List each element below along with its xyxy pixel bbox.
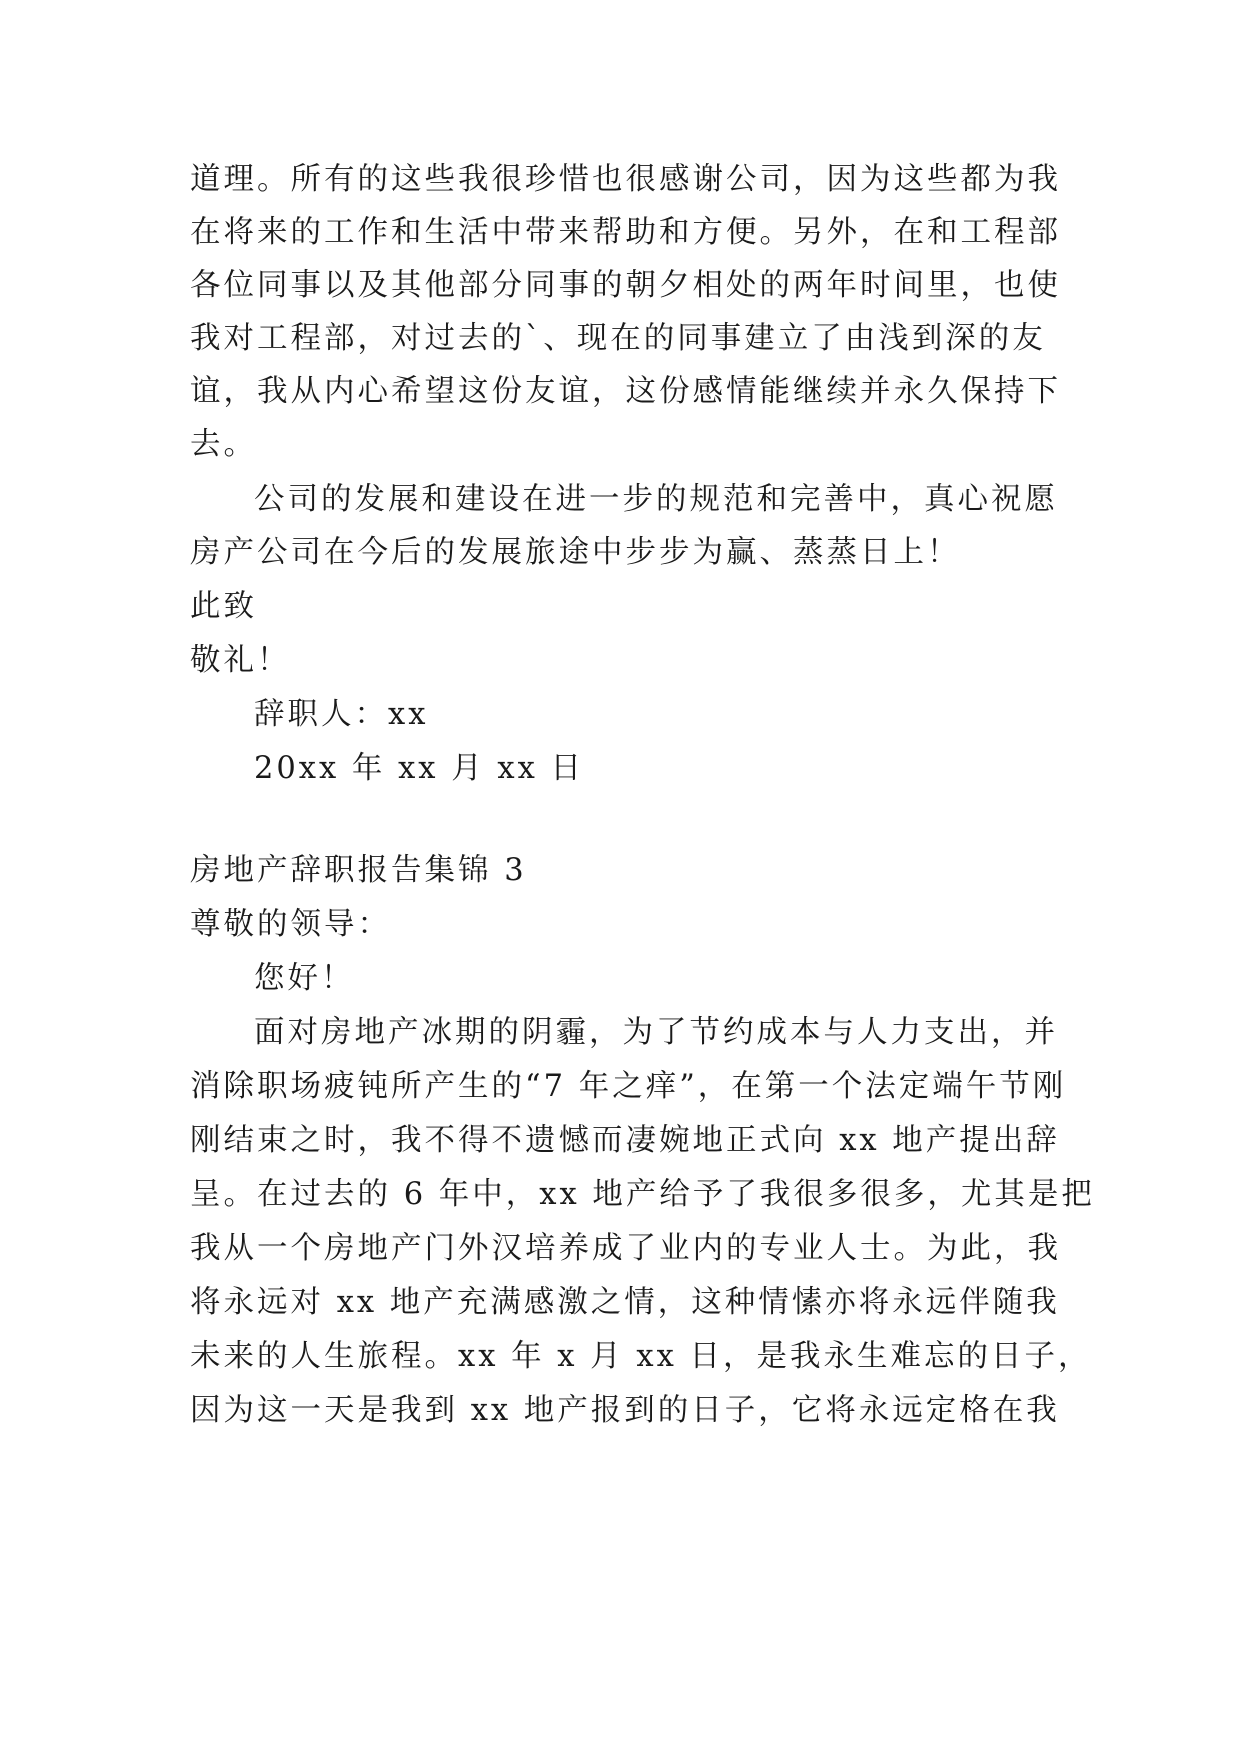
section-title: 房地产辞职报告集锦 3 [190,853,527,888]
text-line: 去。 [190,427,257,462]
text-line: 谊，我从内心希望这份友谊，这份感情能继续并永久保持下 [190,374,1061,409]
text-line: 我从一个房地产门外汉培养成了业内的专业人士。为此，我 [190,1231,1061,1266]
text-line: 在将来的工作和生活中带来帮助和方便。另外，在和工程部 [190,215,1061,250]
text-line: 房产公司在今后的发展旅途中步步为赢、蒸蒸日上！ [190,535,961,570]
closing-salute: 敬礼！ [190,643,291,678]
text-line: 刚结束之时，我不得不遗憾而凄婉地正式向 xx 地产提出辞 [190,1123,1060,1158]
closing-phrase: 此致 [190,589,257,624]
text-line: 因为这一天是我到 xx 地产报到的日子，它将永远定格在我 [190,1393,1060,1428]
signature-date: 20xx 年 xx 月 xx 日 [254,751,584,786]
paragraph-start-line: 面对房地产冰期的阴霾，为了节约成本与人力支出，并 [254,1015,1058,1050]
text-line: 我对工程部，对过去的`、现在的同事建立了由浅到深的友 [190,321,1046,356]
greeting: 您好！ [254,961,355,996]
text-line: 未来的人生旅程。xx 年 x 月 xx 日，是我永生难忘的日子， [190,1339,1092,1374]
text-line: 消除职场疲钝所产生的“7 年之痒”，在第一个法定端午节刚 [190,1069,1067,1104]
salutation: 尊敬的领导： [190,907,391,942]
text-line: 将永远对 xx 地产充满感激之情，这种情愫亦将永远伴随我 [190,1285,1060,1320]
paragraph-start-line: 公司的发展和建设在进一步的规范和完善中，真心祝愿 [254,482,1058,517]
signature-name: 辞职人：xx [254,697,429,732]
text-line: 呈。在过去的 6 年中，xx 地产给予了我很多很多，尤其是把 [190,1177,1095,1212]
text-line: 道理。所有的这些我很珍惜也很感谢公司，因为这些都为我 [190,162,1061,197]
text-line: 各位同事以及其他部分同事的朝夕相处的两年时间里，也使 [190,268,1061,303]
